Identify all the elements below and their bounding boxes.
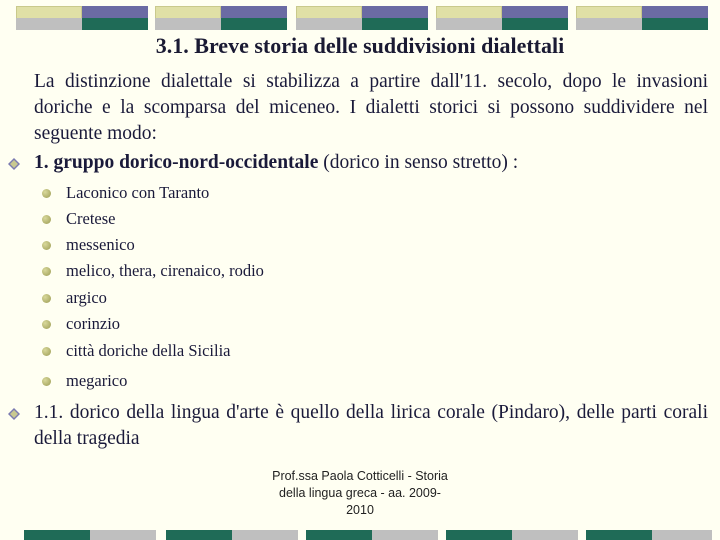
bullet-icon (42, 215, 51, 224)
level1-bullet-icon (8, 408, 20, 420)
bullet-icon (42, 241, 51, 250)
band-block (372, 530, 438, 540)
list-item (66, 209, 115, 229)
bullet-icon (42, 189, 51, 198)
band-block (24, 530, 90, 540)
footer-line: 2010 (346, 503, 374, 517)
band-block (576, 18, 642, 30)
band-block (166, 530, 232, 540)
list-item (66, 314, 120, 334)
footer-credit (250, 468, 470, 519)
list-item (66, 341, 230, 361)
list-item (66, 288, 107, 308)
band-block (82, 18, 148, 30)
band-block (512, 530, 578, 540)
band-block (221, 18, 287, 30)
bullet-icon (42, 377, 51, 386)
band-block (652, 530, 712, 540)
band-block (90, 530, 156, 540)
band-block (362, 18, 428, 30)
band-block (502, 18, 568, 30)
list-item (66, 183, 209, 203)
band-block (586, 530, 652, 540)
band-block (296, 18, 362, 30)
band-block (446, 530, 512, 540)
level1-bullet-icon (8, 158, 20, 170)
list-item-text: Laconico con Taranto (66, 183, 210, 202)
group-heading-rest: (dorico in senso stretto) : (318, 152, 519, 173)
bullet-icon (42, 347, 51, 356)
slide-title: 3.1. Breve storia delle suddivisioni dialettali (155, 33, 565, 58)
group-heading-bold: 1. gruppo dorico-nord-occidentale (34, 152, 319, 173)
list-item (66, 261, 264, 281)
point-1-1 (34, 400, 708, 452)
band-block (16, 18, 82, 30)
list-item (66, 371, 127, 391)
list-item-text: melico, thera, cirenaico, rodio (66, 261, 264, 280)
band-block (642, 18, 708, 30)
band-block (232, 530, 298, 540)
footer-decoration-band (0, 530, 720, 540)
band-block (306, 530, 372, 540)
band-block (436, 18, 502, 30)
footer-line: della lingua greca - aa. 2009- (279, 486, 441, 500)
bullet-icon (42, 320, 51, 329)
group-heading (34, 150, 518, 176)
header-decoration-band (0, 0, 720, 34)
list-item (66, 235, 135, 255)
bullet-icon (42, 294, 51, 303)
footer-line: Prof.ssa Paola Cotticelli - Storia (272, 469, 448, 483)
list-item-text: argico (66, 288, 107, 307)
point-1-1-text: 1.1. dorico della lingua d'arte è quello della lirica corale (Pindaro), delle parti corali della tragedia (34, 402, 708, 449)
intro-paragraph: La distinzione dialettale si stabilizza a partire dall'11. secolo, dopo le invasioni doriche e la scomparsa del miceneo. I dialetti storici si possono suddividere nel seguente modo: (34, 71, 708, 144)
band-block (155, 18, 221, 30)
list-item-text: città doriche della Sicilia (66, 341, 231, 360)
bullet-icon (42, 267, 51, 276)
list-item-text: Cretese (66, 209, 116, 228)
list-item-text: messenico (66, 235, 135, 254)
list-item-text: corinzio (66, 314, 121, 333)
list-item-text: megarico (66, 371, 128, 390)
